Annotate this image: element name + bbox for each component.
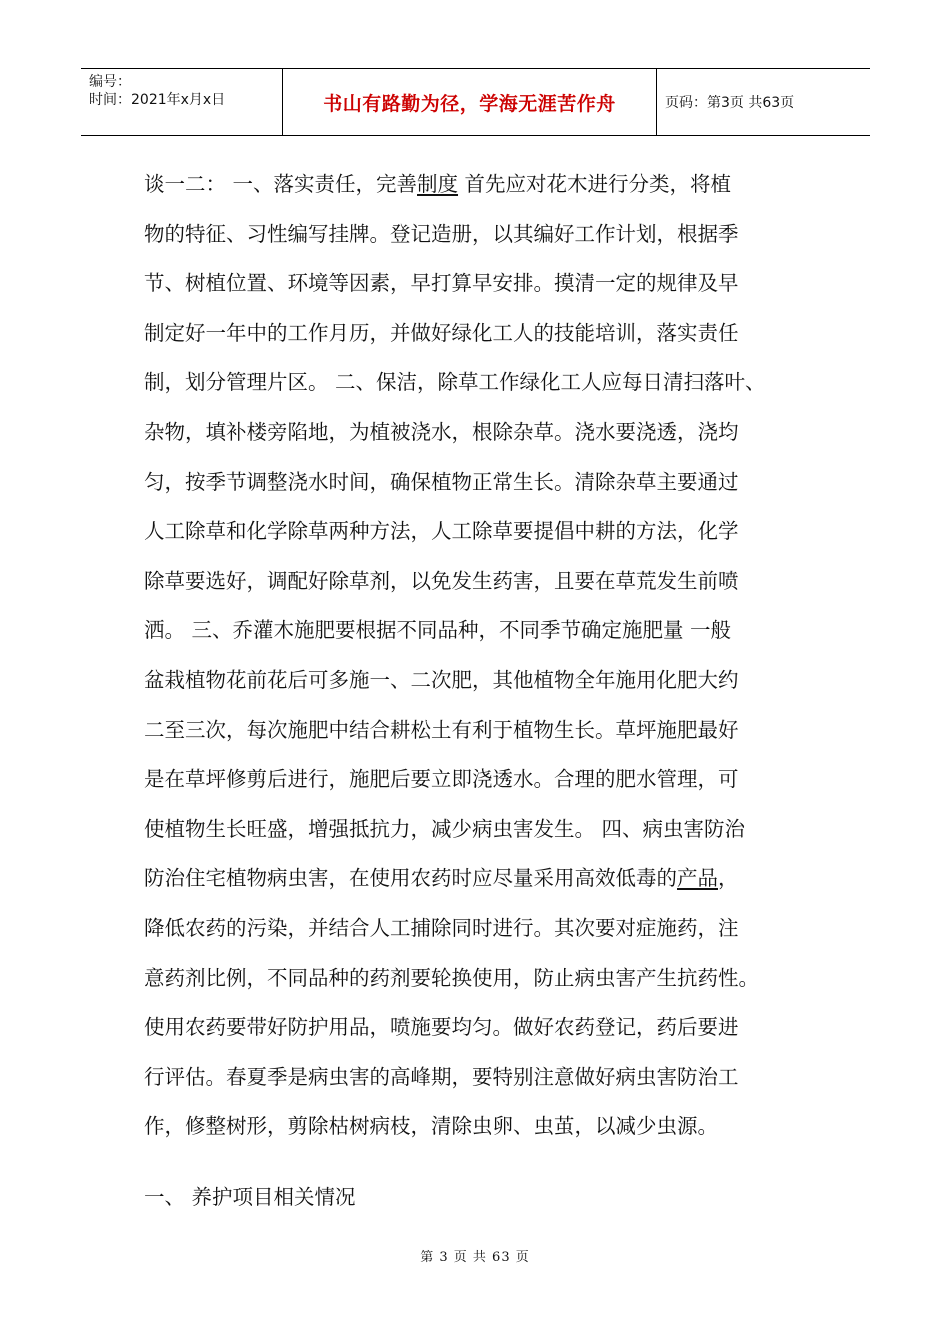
body-text-run: 使用农药要带好防护用品，喷施要均匀。做好农药登记，药后要进 <box>144 1015 739 1040</box>
body-text-run: 是在草坪修剪后进行，施肥后要立即浇透水。合理的肥水管理，可 <box>144 767 739 792</box>
body-text-run: 谈一二： 一、落实责任，完善 <box>144 172 418 196</box>
body-line <box>144 309 824 359</box>
body-text-run: 匀，按季节调整浇水时间，确保植物正常生长。清除杂草主要通过 <box>144 469 739 494</box>
header-motto: 书山有路勤为径，学海无涯苦作舟 <box>283 69 657 135</box>
body-text-run: 首先应对花木进行分类，将植 <box>458 172 732 196</box>
date-label: 时间：2021年x月x日 <box>89 92 226 108</box>
page-footer: 第 3 页 共 63 页 <box>420 1250 530 1265</box>
body-text-run: 除草要选好，调配好除草剂，以免发生药害，且要在草荒发生前喷 <box>144 568 739 593</box>
body-line <box>144 358 824 408</box>
body-text-run: 防治住宅植物病虫害，在使用农药时应尽量采用高效低毒的 <box>144 866 677 891</box>
body-line <box>144 458 824 508</box>
body-text-run: 作，修整树形，剪除枯树病枝，清除虫卵、虫茧，以减少虫源。 <box>144 1114 718 1139</box>
body-text-run: ， <box>718 866 739 891</box>
body-line <box>144 1102 824 1152</box>
body-text-run: 降低农药的污染，并结合人工捕除同时进行。其次要对症施药，注 <box>144 915 739 940</box>
body-line <box>144 1003 824 1053</box>
body-line <box>144 706 824 756</box>
body-line <box>144 954 824 1004</box>
body-line <box>144 210 824 260</box>
body-line <box>144 408 824 458</box>
body-line <box>144 259 824 309</box>
body-text-run: 物的特征、习性编写挂牌。登记造册，以其编好工作计划，根据季 <box>144 221 739 246</box>
section-heading: 一、 养护项目相关情况 <box>144 1185 356 1209</box>
body-line <box>144 656 824 706</box>
body-text-run: 意药剂比例，不同品种的药剂要轮换使用，防止病虫害产生抗药性。 <box>144 965 759 990</box>
body-line <box>144 557 824 607</box>
body-text-run: 杂物，填补楼旁陷地，为植被浇水，根除杂草。浇水要浇透，浇均 <box>144 419 739 444</box>
body-line <box>144 854 824 904</box>
body-text-run: 洒。 三、乔灌木施肥要根据不同品种，不同季节确定施肥量 一般 <box>144 618 732 643</box>
body-text-run: 盆栽植物花前花后可多施一、二次肥，其他植物全年施用化肥大约 <box>144 667 739 692</box>
body-text-run: 节、树植位置、环境等因素，早打算早安排。摸清一定的规律及早 <box>144 271 739 296</box>
header-page-info: 页码：第3页 共63页 <box>665 95 795 111</box>
body-line <box>144 606 824 656</box>
page-header <box>81 68 870 136</box>
body-line <box>144 904 824 954</box>
underlined-term: 制度 <box>417 172 459 196</box>
underlined-term: 产品 <box>677 866 718 891</box>
body-text-run: 使植物生长旺盛，增强抵抗力，减少病虫害发生。 四、病虫害防治 <box>144 816 746 841</box>
body-text-run: 制，划分管理片区。 二、保洁，除草工作绿化工人应每日清扫落叶、 <box>144 370 766 395</box>
body-line <box>144 755 824 805</box>
body-line <box>144 507 824 557</box>
body-line <box>144 1053 824 1103</box>
body-text-run: 行评估。春夏季是病虫害的高峰期，要特别注意做好病虫害防治工 <box>144 1064 739 1089</box>
body-line <box>144 160 824 210</box>
body-text-run: 制定好一年中的工作月历，并做好绿化工人的技能培训，落实责任 <box>144 320 739 345</box>
body-text-run: 人工除草和化学除草两种方法，人工除草要提倡中耕的方法，化学 <box>144 519 739 544</box>
body-line <box>144 805 824 855</box>
doc-number-label: 编号： <box>89 74 131 90</box>
header-meta <box>81 69 283 135</box>
body-text-run: 二至三次，每次施肥中结合耕松土有利于植物生长。草坪施肥最好 <box>144 717 739 742</box>
body-text <box>144 160 824 1152</box>
